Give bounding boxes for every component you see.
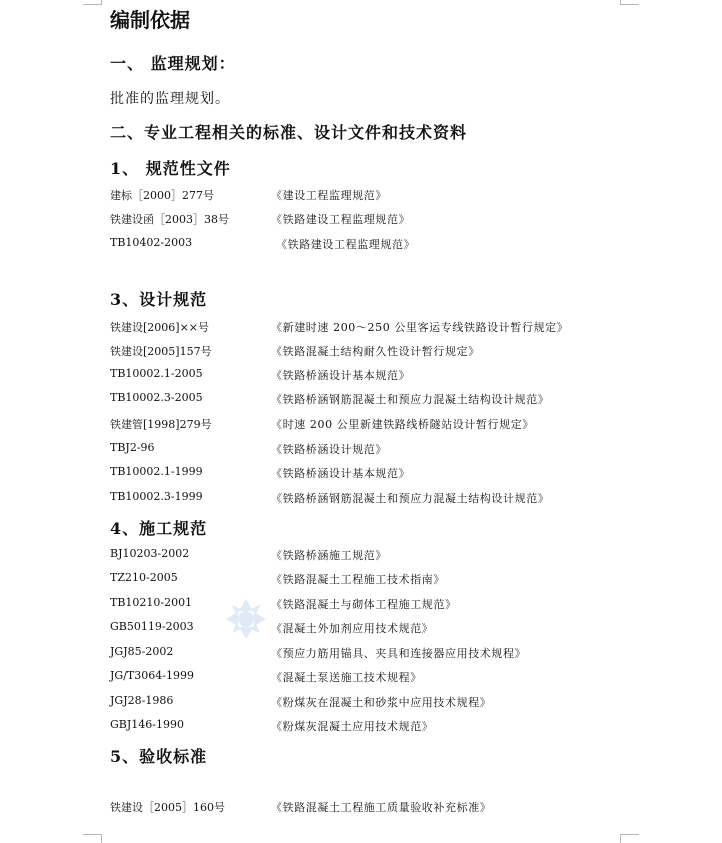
standard-name: 《铁路混凝土结构耐久性设计暂行规定》	[271, 345, 480, 358]
standard-name: 《预应力筋用锚具、夹具和连接器应用技术规程》	[271, 647, 527, 660]
subsection-1-heading: 1、 规范性文件	[110, 159, 231, 178]
standard-name: 《混凝土泵送施工技术规程》	[271, 671, 422, 684]
corner-mark-top-right-v	[620, 0, 621, 5]
standard-name: 《新建时速 200～250 公里客运专线铁路设计暂行规定》	[271, 321, 569, 334]
standard-name: 《粉煤灰混凝土应用技术规范》	[271, 720, 434, 733]
standard-name: 《铁路桥涵钢筋混凝土和预应力混凝土结构设计规范》	[271, 393, 550, 406]
standard-name: 《铁路混凝土工程施工技术指南》	[271, 573, 445, 586]
standard-name: 《铁路桥涵设计基本规范》	[271, 467, 411, 480]
list-item	[110, 319, 630, 337]
corner-mark-top-left-h	[83, 4, 102, 5]
standard-code: GBJ146-1990	[110, 718, 184, 731]
corner-mark-bottom-left-h	[83, 834, 102, 835]
standard-code: 建标［2000］277号	[110, 189, 214, 202]
standard-code: 铁建设函［2003］38号	[110, 213, 229, 226]
standard-name: 《混凝土外加剂应用技术规范》	[271, 622, 434, 635]
standard-code: TB10210-2001	[110, 596, 193, 609]
corner-mark-bottom-left-v	[101, 834, 102, 843]
subsection-3-heading: 3、设计规范	[110, 290, 208, 309]
list-item	[110, 571, 630, 589]
list-item	[110, 367, 630, 385]
standard-name: 《铁路桥涵施工规范》	[271, 549, 387, 562]
standard-code: GB50119-2003	[110, 620, 194, 633]
standard-code: JG/T3064-1999	[110, 669, 194, 682]
list-item	[110, 441, 630, 459]
list-item	[110, 596, 630, 614]
page-title: 编制依据	[110, 8, 190, 32]
standard-code: TB10002.3-2005	[110, 391, 203, 404]
list-item	[110, 211, 630, 229]
corner-mark-top-right-h	[620, 4, 639, 5]
standard-code: BJ10203-2002	[110, 547, 190, 560]
corner-mark-bottom-right-h	[620, 834, 639, 835]
section-1-body: 批准的监理规划。	[110, 91, 230, 107]
list-item	[110, 187, 630, 205]
standard-code: TZ210-2005	[110, 571, 178, 584]
standard-name: 《铁路桥涵设计基本规范》	[271, 369, 411, 382]
standard-name: 《时速 200 公里新建铁路线桥隧站设计暂行规定》	[271, 418, 534, 431]
list-item	[110, 236, 630, 254]
standard-name: 《粉煤灰在混凝土和砂浆中应用技术规程》	[271, 696, 492, 709]
list-item	[110, 343, 630, 361]
standard-code: 铁建设[2006]××号	[110, 321, 210, 334]
subsection-5-heading: 5、验收标准	[110, 747, 208, 766]
list-item	[110, 645, 630, 663]
list-item	[110, 799, 630, 817]
list-item	[110, 620, 630, 638]
list-item	[110, 465, 630, 483]
standard-name: 《铁路桥涵设计规范》	[271, 443, 387, 456]
standard-name: 《建设工程监理规范》	[271, 189, 387, 202]
standard-name: 《铁路混凝土与砌体工程施工规范》	[271, 598, 457, 611]
list-item	[110, 694, 630, 712]
standard-name: 《铁路建设工程监理规范》	[271, 213, 411, 226]
section-1-heading: 一、 监理规划：	[110, 54, 236, 73]
standard-code: JGJ85-2002	[110, 645, 174, 658]
section-2-heading: 二、专业工程相关的标准、设计文件和技术资料	[110, 123, 468, 142]
standard-code: TBJ2-96	[110, 441, 155, 454]
list-item	[110, 547, 630, 565]
list-item	[110, 416, 630, 434]
standard-name: 《铁路建设工程监理规范》	[276, 238, 416, 251]
list-item	[110, 391, 630, 409]
standard-code: 铁建设[2005]157号	[110, 345, 212, 358]
corner-mark-bottom-right-v	[620, 834, 621, 843]
standard-code: TB10002.1-2005	[110, 367, 203, 380]
list-item	[110, 490, 630, 508]
standard-code: TB10002.1-1999	[110, 465, 203, 478]
standard-code: TB10002.3-1999	[110, 490, 203, 503]
standard-name: 《铁路桥涵钢筋混凝土和预应力混凝土结构设计规范》	[271, 492, 550, 505]
standard-code: JGJ28-1986	[110, 694, 174, 707]
standard-code: 铁建设［2005］160号	[110, 801, 225, 814]
subsection-4-heading: 4、施工规范	[110, 519, 208, 538]
list-item	[110, 669, 630, 687]
corner-mark-top-left-v	[101, 0, 102, 5]
standard-code: TB10402-2003	[110, 236, 193, 249]
list-item	[110, 718, 630, 736]
standard-name: 《铁路混凝土工程施工质量验收补充标准》	[271, 801, 492, 814]
standard-code: 铁建管[1998]279号	[110, 418, 212, 431]
